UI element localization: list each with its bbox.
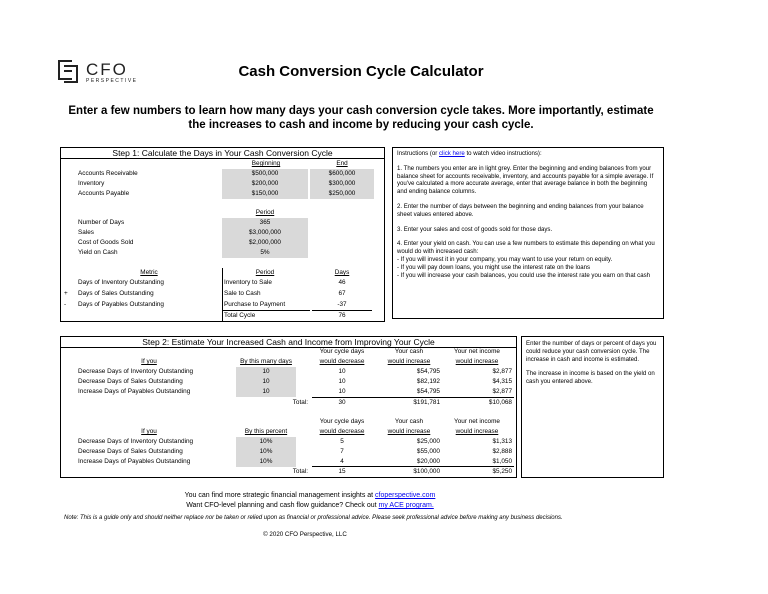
percent-reduction-input[interactable]: 10%: [236, 437, 296, 447]
percent-reduction-input[interactable]: 10%: [236, 447, 296, 457]
col-income: would increase: [455, 428, 499, 435]
col-cash: Your cash: [394, 348, 424, 355]
cash-increase: $25,000: [416, 438, 440, 445]
instruction-step-3: 3. Enter your sales and cost of goods sold for those days.: [397, 225, 553, 233]
step2-note-box: [521, 336, 664, 478]
total-cycle-decrease: 15: [338, 468, 346, 475]
page-title: Cash Conversion Cycle Calculator: [238, 63, 484, 80]
period-input[interactable]: 365: [222, 218, 308, 228]
col-if-you: If you: [141, 358, 157, 365]
col-by-percent: By this percent: [244, 428, 288, 435]
total-label: Total:: [292, 468, 308, 475]
cfoperspective-link[interactable]: cfoperspective.com: [375, 492, 436, 499]
total-income-increase: $10,068: [488, 399, 512, 406]
metric-label: Days of Inventory Outstanding: [78, 279, 164, 286]
balance-end-input[interactable]: $300,000: [310, 179, 374, 189]
cash-increase: $55,000: [416, 448, 440, 455]
col-cycle: Your cycle days: [319, 418, 365, 425]
instructions-box: [392, 147, 664, 319]
income-increase: $2,877: [492, 388, 512, 395]
instructions-intro-suffix: to watch video instructions):: [464, 150, 542, 157]
col-by-days: By this many days: [240, 358, 292, 365]
step2-note: Enter the number of days or percent of days you could reduce your cash conversion cycle. The increase in cash and income is estimated.: [526, 340, 657, 363]
page-subtitle: Enter a few numbers to learn how many days your cash conversion cycle takes. More importantly, estimate the increases to cash and income by reducing your cash cycle.: [68, 105, 654, 131]
total-label: Total:: [292, 399, 308, 406]
balance-label: Accounts Payable: [78, 190, 130, 197]
disclaimer-note: Note: This is a guide only and should neither replace nor be taken or relied upon as financial or professional advice. Please seek professional advice before making any business decisions.: [64, 515, 563, 521]
income-increase: $1,050: [492, 458, 512, 465]
metric-sign: +: [64, 290, 68, 297]
step2-heading: Step 2: Estimate Your Increased Cash and Income from Improving Your Cycle: [61, 337, 516, 348]
cycle-decrease: 4: [340, 458, 344, 465]
income-increase: $2,888: [492, 448, 512, 455]
metric-sign: -: [64, 301, 67, 308]
total-cash-increase: $100,000: [413, 468, 440, 475]
balance-beginning-input[interactable]: $200,000: [222, 179, 308, 189]
instruction-step-1: 1. The numbers you enter are in light grey. Enter the beginning and ending balances from your balance sheet for accounts receivable, inventory, and accounts payable for a simple average. If you've calculated a more accurate average, enter that average balance in both the beginning and ending balance columns.: [397, 164, 654, 196]
total-cycle-label: Total Cycle: [224, 312, 256, 319]
total-cash-increase: $191,781: [413, 399, 440, 406]
instruction-step-2: 2. Enter the number of days between the beginning and ending balances from your balance sheet values entered above.: [397, 202, 644, 218]
footer-ace-text: Want CFO-level planning and cash flow guidance? Check out: [186, 502, 379, 509]
col-cycle: Your cycle days: [319, 348, 365, 355]
improvement-label: Decrease Days of Inventory Outstanding: [78, 368, 194, 375]
improvement-label: Increase Days of Payables Outstanding: [78, 458, 191, 465]
video-instructions-link[interactable]: click here: [439, 150, 465, 157]
step1-heading: Step 1: Calculate the Days in Your Cash Conversion Cycle: [61, 148, 384, 159]
cycle-decrease: 5: [340, 438, 344, 445]
footer-insights-text: You can find more strategic financial management insights at: [184, 492, 376, 499]
cycle-decrease: 10: [338, 388, 346, 395]
improvement-label: Decrease Days of Inventory Outstanding: [78, 438, 194, 445]
col-if-you: If you: [141, 428, 157, 435]
logo-name: CFO: [86, 59, 128, 79]
improvement-label: Decrease Days of Sales Outstanding: [78, 448, 183, 455]
ace-program-link[interactable]: my ACE program.: [378, 502, 434, 509]
total-income-increase: $5,250: [492, 468, 512, 475]
cash-increase: $54,795: [416, 368, 440, 375]
copyright: © 2020 CFO Perspective, LLC: [263, 531, 347, 538]
col-beginning-header: Beginning: [251, 160, 281, 167]
balance-label: Inventory: [78, 180, 105, 187]
metric-days: -37: [337, 301, 347, 308]
metric-days-header: Days: [334, 269, 350, 276]
cycle-decrease: 10: [338, 368, 346, 375]
metric-period-header: Period: [255, 269, 275, 276]
income-increase: $4,315: [492, 378, 512, 385]
period-label: Sales: [78, 229, 94, 236]
days-reduction-input[interactable]: 10: [236, 377, 296, 387]
metric-period: Sale to Cash: [224, 290, 261, 297]
cash-increase: $82,192: [416, 378, 440, 385]
logo-tagline: PERSPECTIVE: [86, 77, 138, 84]
col-income: Your net income: [454, 348, 500, 355]
cycle-decrease: 7: [340, 448, 344, 455]
period-input[interactable]: $2,000,000: [222, 238, 308, 248]
period-input[interactable]: $3,000,000: [222, 228, 308, 238]
metric-days: 46: [338, 279, 346, 286]
days-reduction-input[interactable]: 10: [236, 387, 296, 397]
instruction-bullet: - If you will increase your cash balances, you could use the interest rate you earn on that cash: [397, 271, 651, 279]
metric-label: Days of Payables Outstanding: [78, 301, 164, 308]
col-cash: would increase: [387, 428, 431, 435]
metric-label: Days of Sales Outstanding: [78, 290, 154, 297]
period-header: Period: [255, 209, 275, 216]
balance-end-input[interactable]: $600,000: [310, 169, 374, 179]
metric-period: Purchase to Payment: [224, 301, 286, 308]
instruction-bullet: - If you will pay down loans, you might use the interest rate on the loans: [397, 263, 591, 271]
balance-beginning-input[interactable]: $150,000: [222, 189, 308, 199]
col-cash: Your cash: [394, 418, 424, 425]
days-reduction-input[interactable]: 10: [236, 367, 296, 377]
cash-increase: $20,000: [416, 458, 440, 465]
period-label: Yield on Cash: [78, 249, 118, 256]
col-end-header: End: [336, 160, 348, 167]
footer-insights: [0, 491, 620, 500]
cash-increase: $54,795: [416, 388, 440, 395]
period-label: Cost of Goods Sold: [78, 239, 134, 246]
period-label: Number of Days: [78, 219, 125, 226]
col-cash: would increase: [387, 358, 431, 365]
instructions-intro: Instructions (or: [397, 150, 439, 157]
balance-beginning-input[interactable]: $500,000: [222, 169, 308, 179]
metric-period: Inventory to Sale: [224, 279, 272, 286]
metric-header: Metric: [140, 269, 158, 276]
metric-days: 67: [338, 290, 346, 297]
cycle-decrease: 10: [338, 378, 346, 385]
footer-ace: [0, 501, 620, 510]
instruction-bullet: - If you will invest it in your company, you may want to use your return on equity.: [397, 255, 613, 263]
total-cycle-decrease: 30: [338, 399, 346, 406]
balance-end-input[interactable]: $250,000: [310, 189, 374, 199]
balance-label: Accounts Receivable: [78, 170, 138, 177]
instruction-step-4: 4. Enter your yield on cash. You can use a few numbers to estimate this depending on what you would do with increased cash:: [397, 240, 655, 256]
col-cycle: would decrease: [319, 428, 365, 435]
metric-sign: [62, 278, 66, 288]
income-increase: $2,877: [492, 368, 512, 375]
period-input[interactable]: 5%: [222, 248, 308, 258]
income-increase: $1,313: [492, 438, 512, 445]
improvement-label: Increase Days of Payables Outstanding: [78, 388, 191, 395]
col-income: Your net income: [454, 418, 500, 425]
col-income: would increase: [455, 358, 499, 365]
percent-reduction-input[interactable]: 10%: [236, 457, 296, 467]
step2-note: The increase in income is based on the yield on cash you entered above.: [526, 370, 655, 386]
improvement-label: Decrease Days of Sales Outstanding: [78, 378, 183, 385]
col-cycle: would decrease: [319, 358, 365, 365]
total-cycle-days: 76: [338, 312, 346, 319]
